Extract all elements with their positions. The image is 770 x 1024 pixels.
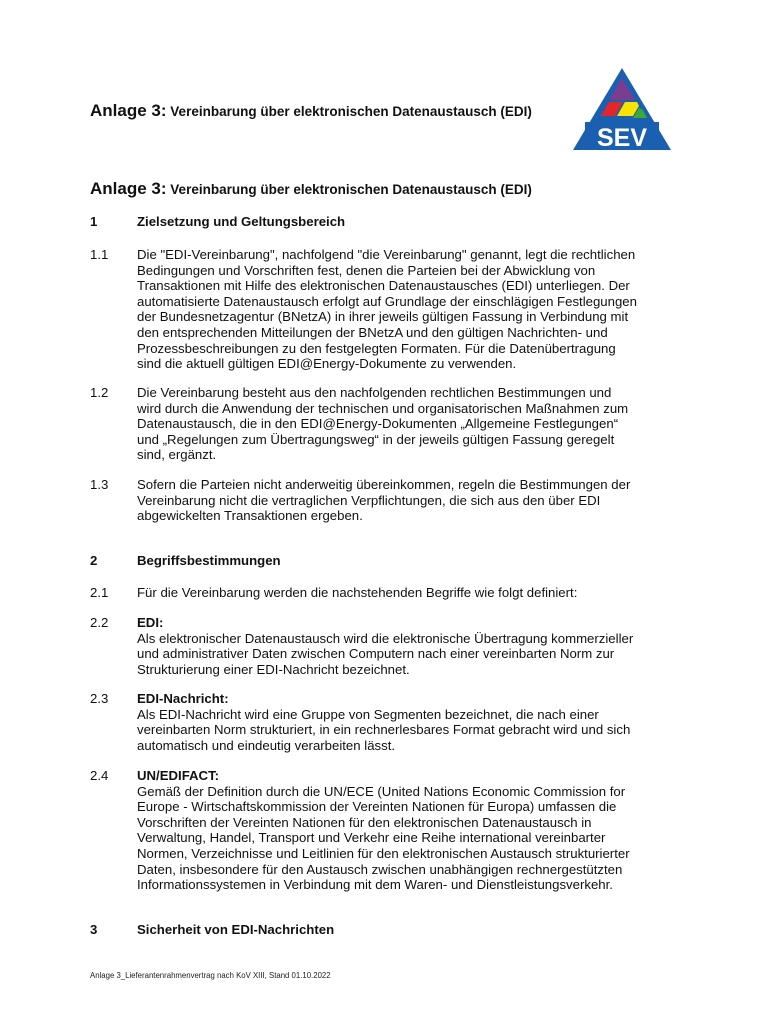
sev-logo-graphic [571, 66, 673, 152]
document-title: Anlage 3: Vereinbarung über elektronischen Datenaustausch (EDI) [90, 179, 532, 198]
para-1-2-text: Die Vereinbarung besteht aus den nachfolgenden rechtlichen Bestimmungen und wird durch die Anwendung der technischen und organisatorischen Maßnahmen zum Datenaustausch, die in den EDI@Energy-Dokumenten „Allgemeine Festlegungen“ und „Regelungen zum Übertragungsweg“ in der jeweils gültigen Fassung geregelt sind, ergänzt. [137, 385, 629, 463]
para-1-1-text: Die "EDI-Vereinbarung", nachfolgend "die Vereinbarung" genannt, legt die rechtlichen Bedingungen und Vorschriften fest, denen die Parteien bei der Abwicklung von Transaktionen mit Hilfe des elektronischen Datenaustausches (EDI) unterliegen. Der automatisierte Datenaustausch erfolgt auf Grundlage der einschlägigen Festlegungen der Bundesnetzagentur (BNetzA) in ihrer jeweils gültigen Fassung in Verbindung mit den entsprechenden Mitteilungen der BNetzA und den gültigen Nachrichten- und Prozessbeschreibungen zu den festgelegten Formaten. Für die Datenübertragung sind die aktuell gültigen EDI@Energy-Dokumente zu verwenden. [137, 247, 637, 372]
term-un-edifact: UN/EDIFACT: [137, 768, 220, 783]
section-2-number: 2 [90, 553, 98, 568]
para-2-4-text: UN/EDIFACT: Gemäß der Definition durch die UN/ECE (United Nations Economic Commission for Europe - Wirtschaftskommission der Vereinten Nationen für Europa) umfassen die Vorschriften der Vereinten Nationen für den elektronischen Datenaustausch in Verwaltung, Handel, Transport und Verkehr eine Reihe international vereinbarter Normen, Verzeichnisse und Leitlinien für den elektronischen Austausch strukturierter Daten, insbesondere für den Austausch zwischen unabhängigen rechnergestützten Informationssystemen in Verbindung mit dem Waren- und Dienstleistungsverkehr. [137, 768, 697, 893]
para-2-1-text: Für die Vereinbarung werden die nachstehenden Begriffe wie folgt definiert: [137, 585, 578, 600]
para-2-3-text: EDI-Nachricht: Als EDI-Nachricht wird eine Gruppe von Segmenten bezeichnet, die nach einer vereinbarten Norm strukturiert, in ein rechnerlesbares Format gebracht wird und sich automatisch und eindeutig verarbeiten lässt. [137, 691, 697, 753]
section-2-title: Begriffsbestimmungen [137, 553, 281, 568]
logo-text: SEV [596, 124, 648, 152]
section-3-title: Sicherheit von EDI-Nachrichten [137, 922, 335, 937]
para-1-3-number: 1.3 [90, 477, 109, 492]
section-1-title: Zielsetzung und Geltungsbereich [137, 214, 346, 229]
para-2-3-number: 2.3 [90, 691, 109, 706]
para-1-2-number: 1.2 [90, 385, 109, 400]
para-1-3-text: Sofern die Parteien nicht anderweitig übereinkommen, regeln die Bestimmungen der Vereinbarung nicht die vertraglichen Verpflichtungen, die sich aus den über EDI abgewickelten Transaktionen ergeben. [137, 477, 631, 524]
para-2-2-number: 2.2 [90, 615, 109, 630]
header-title: Anlage 3: Vereinbarung über elektronischen Datenaustausch (EDI) [90, 101, 532, 120]
para-2-4-number: 2.4 [90, 768, 109, 783]
page-footer: Anlage 3_Lieferantenrahmenvertrag nach KoV XIII, Stand 01.10.2022 [90, 971, 331, 980]
para-1-1-number: 1.1 [90, 247, 109, 262]
term-edi: EDI: [137, 615, 164, 630]
sev-logo [571, 66, 673, 152]
section-1-number: 1 [90, 214, 98, 229]
section-3-number: 3 [90, 922, 98, 937]
para-2-1-number: 2.1 [90, 585, 109, 600]
term-edi-nachricht: EDI-Nachricht: [137, 691, 229, 706]
para-2-2-text: EDI: Als elektronischer Datenaustausch wird die elektronische Übertragung kommerzieller und administrativer Daten zwischen Computern nach einer vereinbarten Norm zur Strukturierung einer EDI-Nachricht bezeichnet. [137, 615, 697, 677]
